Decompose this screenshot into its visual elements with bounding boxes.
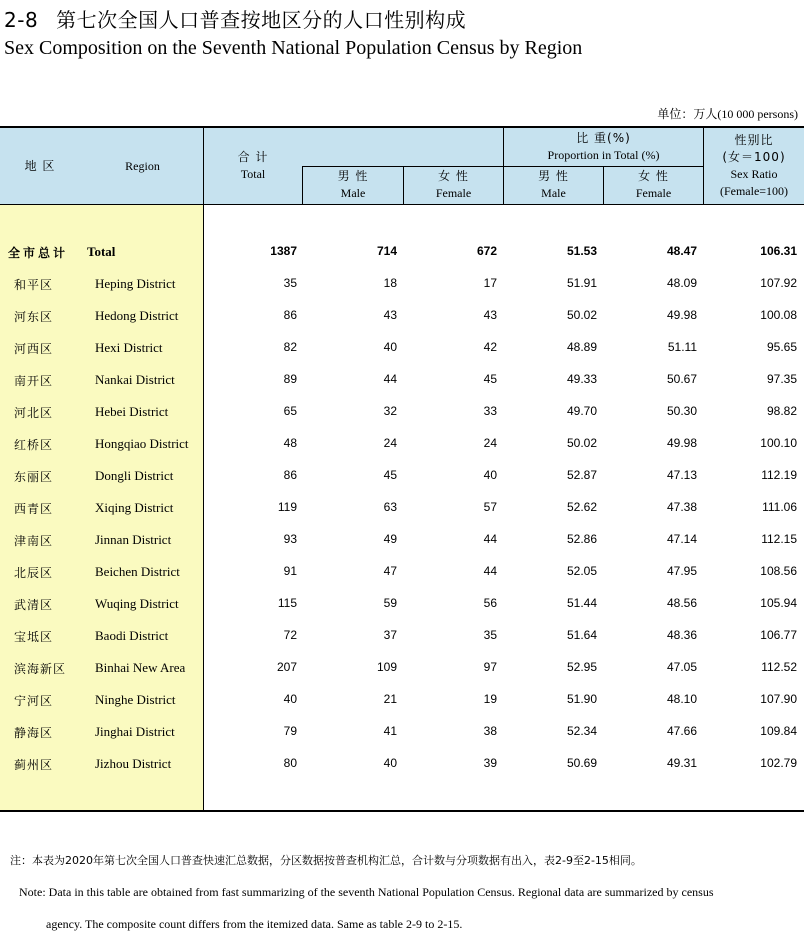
cell-pmale: 51.91: [566, 276, 597, 290]
cell-pfemale: 49.31: [666, 756, 697, 770]
table-number: 2-8: [4, 8, 39, 32]
cell-female: 43: [483, 308, 497, 322]
cell-male: 21: [383, 692, 397, 706]
cell-female: 39: [483, 756, 497, 770]
unit-en: (10 000 persons): [717, 107, 798, 121]
cell-pmale: 52.62: [566, 500, 597, 514]
cell-female: 35: [483, 628, 497, 642]
cell-total: 207: [276, 660, 297, 674]
cell-pmale: 50.69: [566, 756, 597, 770]
region-name-cn: 全市总计: [8, 246, 69, 260]
note-en-line2: agency. The composite count differs from the itemized data. Same as table 2-9 to 2-15.: [46, 917, 463, 931]
cell-female: 56: [483, 596, 497, 610]
cell-ratio: 95.65: [766, 340, 797, 354]
title-cn-text: 第七次全国人口普查按地区分的人口性别构成: [56, 8, 467, 32]
cell-pmale: 49.70: [566, 404, 597, 418]
header-male: 男 性 Male: [337, 169, 369, 200]
table-title-cn: [4, 4, 466, 33]
cell-total: 65: [283, 404, 297, 418]
cell-female: 17: [483, 276, 497, 290]
cell-pfemale: 48.10: [666, 692, 697, 706]
cell-male: 63: [383, 500, 397, 514]
region-name-en: Xiqing District: [95, 500, 174, 515]
cell-pmale: 52.87: [566, 468, 597, 482]
cell-pfemale: 48.47: [666, 244, 697, 258]
table-row-total: [0, 236, 804, 268]
table-title-en: Sex Composition on the Seventh National Population Census by Region: [4, 37, 583, 59]
cell-male: 44: [383, 372, 397, 386]
cell-pfemale: 47.14: [666, 532, 697, 546]
region-name-cn: 和平区: [14, 278, 54, 292]
table-row: [0, 364, 804, 396]
cell-pmale: 49.33: [566, 372, 597, 386]
cell-male: 109: [376, 660, 397, 674]
cell-ratio: 97.35: [766, 372, 797, 386]
header-sex-ratio: 性别比 (女＝100) Sex Ratio (Female=100): [719, 133, 789, 198]
cell-total: 86: [283, 308, 297, 322]
cell-male: 45: [383, 468, 397, 482]
cell-male: 59: [383, 596, 397, 610]
cell-total: 72: [283, 628, 297, 642]
region-name-cn: 武清区: [14, 598, 54, 612]
region-name-cn: 滨海新区: [14, 662, 67, 676]
cell-ratio: 112.52: [761, 660, 797, 674]
cell-female: 44: [483, 564, 497, 578]
unit-label: [657, 105, 798, 122]
cell-pfemale: 49.98: [666, 436, 697, 450]
cell-female: 24: [483, 436, 497, 450]
cell-ratio: 105.94: [760, 596, 797, 610]
table-row: [0, 332, 804, 364]
region-name-en: Hexi District: [95, 340, 163, 355]
cell-total: 80: [283, 756, 297, 770]
region-name-cn: 东丽区: [14, 470, 54, 484]
table-bottom-rule: [0, 810, 804, 812]
cell-female: 19: [483, 692, 497, 706]
region-name-en: Nankai District: [95, 372, 175, 387]
cell-pmale: 52.86: [566, 532, 597, 546]
cell-pmale: 52.05: [566, 564, 597, 578]
region-name-en: Beichen District: [95, 564, 180, 579]
cell-female: 57: [483, 500, 497, 514]
region-name-en: Jizhou District: [95, 756, 172, 771]
cell-total: 119: [277, 500, 297, 514]
header-proportion-male: 男 性 Male: [538, 169, 569, 200]
cell-ratio: 107.92: [760, 276, 797, 290]
cell-ratio: 100.08: [760, 308, 797, 322]
header-total: 合 计 Total: [237, 150, 269, 181]
region-name-en: Jinghai District: [95, 724, 175, 739]
cell-male: 49: [383, 532, 397, 546]
table-row: [0, 588, 804, 620]
region-name-cn: 静海区: [14, 726, 54, 740]
cell-pfemale: 48.36: [666, 628, 697, 642]
cell-female: 38: [483, 724, 497, 738]
cell-ratio: 100.10: [760, 436, 797, 450]
cell-pfemale: 47.05: [666, 660, 697, 674]
table-row: [0, 396, 804, 428]
cell-total: 79: [283, 724, 297, 738]
cell-female: 44: [483, 532, 497, 546]
cell-male: 24: [383, 436, 397, 450]
region-name-en: Heping District: [95, 276, 176, 291]
cell-pfemale: 51.11: [667, 340, 697, 354]
cell-male: 18: [383, 276, 397, 290]
region-name-cn: 北辰区: [14, 566, 54, 580]
cell-total: 1387: [270, 244, 297, 258]
region-name-cn: 西青区: [14, 502, 54, 516]
cell-pfemale: 47.13: [666, 468, 697, 482]
cell-female: 42: [483, 340, 497, 354]
cell-ratio: 111.06: [762, 500, 797, 514]
unit-cn: 单位：万人: [657, 107, 718, 121]
cell-pmale: 48.89: [566, 340, 597, 354]
region-name-cn: 红桥区: [14, 438, 54, 452]
cell-ratio: 106.31: [760, 244, 797, 258]
note-cn: 注：本表为2020年第七次全国人口普查快速汇总数据，分区数据按普查机构汇总，合计数与分项数据有出入，表2-9至2-15相同。: [10, 854, 642, 867]
cell-ratio: 102.79: [760, 756, 797, 770]
cell-pmale: 51.53: [566, 244, 597, 258]
cell-total: 86: [283, 468, 297, 482]
table-row: [0, 524, 804, 556]
cell-male: 40: [383, 340, 397, 354]
region-name-en: Binhai New Area: [95, 660, 186, 675]
header-region-cn: 地 区: [24, 159, 56, 173]
cell-total: 35: [283, 276, 297, 290]
cell-ratio: 107.90: [760, 692, 797, 706]
header-proportion: 比 重(%) Proportion in Total (%): [547, 131, 660, 162]
region-name-en: Wuqing District: [95, 596, 179, 611]
region-name-cn: 河北区: [14, 406, 54, 420]
cell-total: 48: [283, 436, 297, 450]
cell-pmale: 51.90: [566, 692, 597, 706]
table-row: [0, 268, 804, 300]
region-name-cn: 河西区: [14, 342, 54, 356]
region-name-en: Total: [87, 244, 116, 259]
note-en-line1: Note: Data in this table are obtained from fast summarizing of the seventh National Population Census. Regional data are summarized by census: [19, 885, 714, 899]
cell-pmale: 52.95: [566, 660, 597, 674]
cell-ratio: 109.84: [760, 724, 797, 738]
cell-female: 672: [476, 244, 497, 258]
cell-total: 93: [283, 532, 297, 546]
cell-ratio: 106.77: [760, 628, 797, 642]
region-name-cn: 河东区: [14, 310, 54, 324]
cell-male: 37: [383, 628, 397, 642]
cell-male: 40: [383, 756, 397, 770]
cell-male: 47: [383, 564, 397, 578]
cell-female: 33: [483, 404, 497, 418]
region-name-cn: 宁河区: [14, 694, 54, 708]
header-proportion-female: 女 性 Female: [635, 169, 672, 200]
cell-pfemale: 47.38: [666, 500, 697, 514]
header-female: 女 性 Female: [435, 169, 472, 200]
table-row: [0, 492, 804, 524]
cell-male: 41: [383, 724, 397, 738]
cell-total: 89: [283, 372, 297, 386]
cell-pfemale: 50.67: [666, 372, 697, 386]
table-row: [0, 652, 804, 684]
table-row: [0, 556, 804, 588]
region-name-cn: 津南区: [14, 534, 54, 548]
cell-total: 82: [283, 340, 297, 354]
cell-ratio: 108.56: [760, 564, 797, 578]
region-name-en: Hongqiao District: [95, 436, 189, 451]
cell-ratio: 98.82: [766, 404, 797, 418]
cell-male: 32: [383, 404, 397, 418]
cell-male: 714: [376, 244, 397, 258]
region-name-en: Hedong District: [95, 308, 179, 323]
cell-female: 45: [483, 372, 497, 386]
cell-pfemale: 49.98: [666, 308, 697, 322]
cell-total: 115: [277, 596, 297, 610]
cell-pmale: 50.02: [566, 308, 597, 322]
cell-pfemale: 47.66: [666, 724, 697, 738]
table-row: [0, 684, 804, 716]
cell-pfemale: 48.56: [666, 596, 697, 610]
cell-pfemale: 48.09: [666, 276, 697, 290]
cell-male: 43: [383, 308, 397, 322]
cell-pmale: 52.34: [566, 724, 597, 738]
cell-female: 40: [483, 468, 497, 482]
region-name-en: Dongli District: [95, 468, 174, 483]
table-row: [0, 620, 804, 652]
region-name-cn: 宝坻区: [14, 630, 54, 644]
cell-pmale: 50.02: [566, 436, 597, 450]
table-row: [0, 716, 804, 748]
table-row: [0, 460, 804, 492]
table-row: [0, 300, 804, 332]
header-region-en: Region: [125, 159, 160, 173]
header-divider: [302, 166, 703, 167]
cell-total: 40: [283, 692, 297, 706]
region-name-en: Baodi District: [95, 628, 169, 643]
region-name-cn: 南开区: [14, 374, 54, 388]
region-name-cn: 蓟州区: [14, 758, 54, 772]
cell-pmale: 51.44: [566, 596, 597, 610]
region-name-en: Hebei District: [95, 404, 169, 419]
cell-ratio: 112.15: [761, 532, 797, 546]
table-row: [0, 748, 804, 780]
cell-pmale: 51.64: [566, 628, 597, 642]
region-name-en: Ninghe District: [95, 692, 176, 707]
cell-pfemale: 50.30: [666, 404, 697, 418]
cell-ratio: 112.19: [761, 468, 797, 482]
region-name-en: Jinnan District: [95, 532, 172, 547]
table-row: [0, 428, 804, 460]
cell-total: 91: [283, 564, 297, 578]
cell-female: 97: [483, 660, 497, 674]
cell-pfemale: 47.95: [666, 564, 697, 578]
